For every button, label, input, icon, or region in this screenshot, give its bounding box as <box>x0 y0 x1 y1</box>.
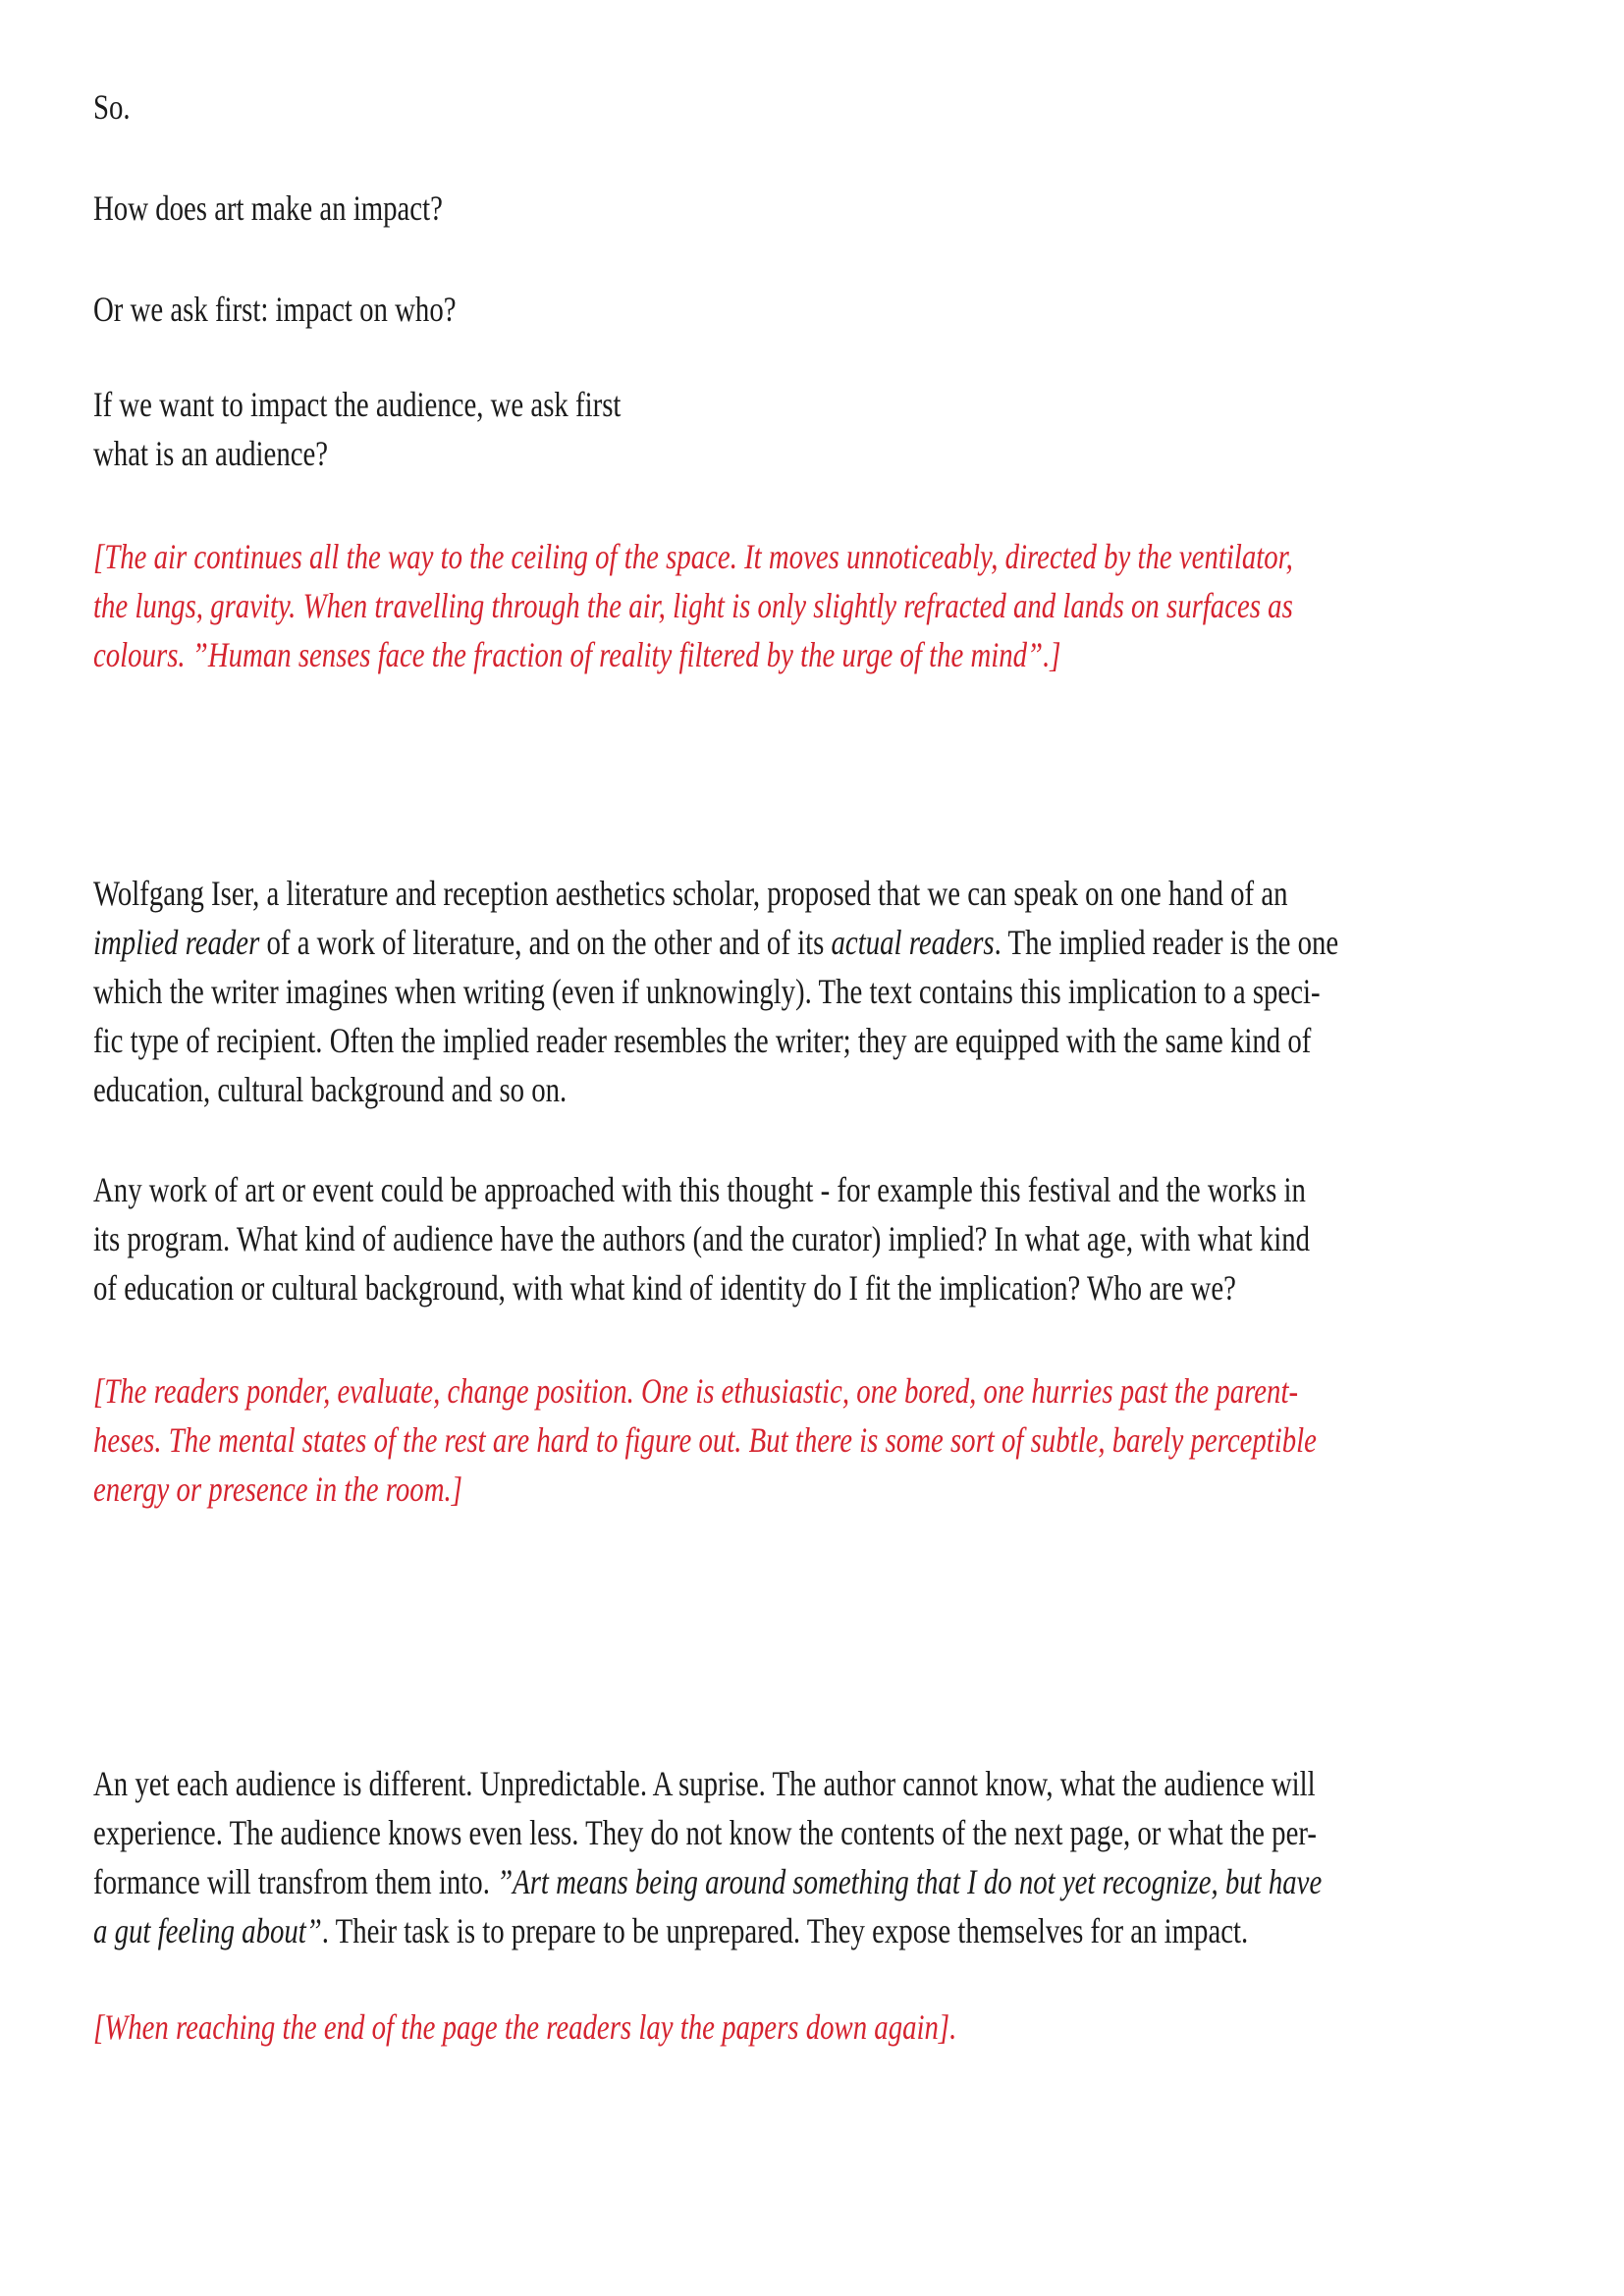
body-text: which the writer imagines when writing (even if unknowingly). The text contains this implication to a speci- <box>93 972 1321 1011</box>
body-text: fic type of recipient. Often the implied reader resembles the writer; they are equipped with the same kind of <box>93 1021 1312 1060</box>
text-line <box>93 1857 1322 1906</box>
text-line <box>93 1263 1310 1312</box>
body-text: . Their task is to prepare to be unprepared. They expose themselves for an impact. <box>321 1911 1249 1950</box>
body-text: its program. What kind of audience have the authors (and the curator) implied? In what age, with what kind <box>93 1219 1311 1258</box>
body-text: . The implied reader is the one <box>994 923 1339 962</box>
body-text: So. <box>93 87 131 127</box>
opening-line <box>93 82 131 132</box>
emphasized-text: energy or presence in the room.] <box>93 1469 462 1509</box>
emphasized-text: colours. ”Human senses face the fraction of reality filtered by the urge of the mind”.] <box>93 635 1061 674</box>
text-line <box>93 1214 1310 1263</box>
emphasized-text: heses. The mental states of the rest are hard to figure out. But there is some sort of subtle, barely perceptible <box>93 1420 1317 1460</box>
text-line <box>93 1465 1317 1514</box>
text-line <box>93 532 1293 581</box>
paragraph-festival-audience <box>93 1165 1310 1312</box>
paragraph-implied-reader <box>93 869 1338 1114</box>
text-line <box>93 429 621 478</box>
stage-note-readers <box>93 1366 1317 1514</box>
body-text: An yet each audience is different. Unpredictable. A suprise. The author cannot know, what the audience will <box>93 1764 1316 1803</box>
text-line <box>93 2002 956 2052</box>
body-text: How does art make an impact? <box>93 188 443 228</box>
emphasized-text: [When reaching the end of the page the readers lay the papers down again]. <box>93 2007 957 2047</box>
text-line <box>93 1065 1338 1114</box>
text-line <box>93 918 1338 967</box>
text-line <box>93 1906 1322 1955</box>
text-line <box>93 1808 1322 1857</box>
body-text: education, cultural background and so on. <box>93 1070 568 1109</box>
emphasized-text: [The air continues all the way to the ceiling of the space. It moves unnoticeably, directed by the ventilator, <box>93 537 1293 576</box>
body-text: what is an audience? <box>93 434 329 473</box>
text-line <box>93 1366 1317 1415</box>
body-text: Wolfgang Iser, a literature and reception aesthetics scholar, proposed that we can speak on one hand of an <box>93 874 1288 913</box>
stage-note-air <box>93 532 1293 679</box>
text-line <box>93 82 131 132</box>
paragraph-unpredictable-audience <box>93 1759 1322 1955</box>
question-what-is-audience <box>93 380 621 478</box>
text-line <box>93 630 1293 679</box>
text-line <box>93 1165 1310 1214</box>
text-line <box>93 869 1338 918</box>
emphasized-text: [The readers ponder, evaluate, change position. One is ethusiastic, one bored, one hurries past the parent- <box>93 1371 1299 1411</box>
body-text: of education or cultural background, with what kind of identity do I fit the implication? Who are we? <box>93 1268 1236 1308</box>
body-text: If we want to impact the audience, we ask first <box>93 385 622 424</box>
emphasized-text: the lungs, gravity. When travelling through the air, light is only slightly refracted and lands on surfaces as <box>93 586 1293 625</box>
emphasized-text: ”Art means being around something that I do not yet recognize, but have <box>497 1862 1323 1901</box>
text-line <box>93 285 457 334</box>
emphasized-text: implied reader <box>93 923 260 962</box>
body-text: of a work of literature, and on the other and of its <box>259 923 832 962</box>
body-text: Or we ask first: impact on who? <box>93 290 457 329</box>
body-text: experience. The audience knows even less. They do not know the contents of the next page, or what the per- <box>93 1813 1317 1852</box>
text-line <box>93 967 1338 1016</box>
question-impact-on-who <box>93 285 457 334</box>
text-line <box>93 1016 1338 1065</box>
stage-note-end-of-page <box>93 2002 956 2052</box>
emphasized-text: actual readers <box>831 923 995 962</box>
question-impact <box>93 184 443 233</box>
body-text: Any work of art or event could be approached with this thought - for example this festival and the works in <box>93 1170 1306 1209</box>
emphasized-text: a gut feeling about” <box>93 1911 322 1950</box>
text-line <box>93 380 621 429</box>
body-text: formance will transfrom them into. <box>93 1862 498 1901</box>
text-line <box>93 1415 1317 1465</box>
text-line <box>93 184 443 233</box>
text-line <box>93 1759 1322 1808</box>
text-line <box>93 581 1293 630</box>
